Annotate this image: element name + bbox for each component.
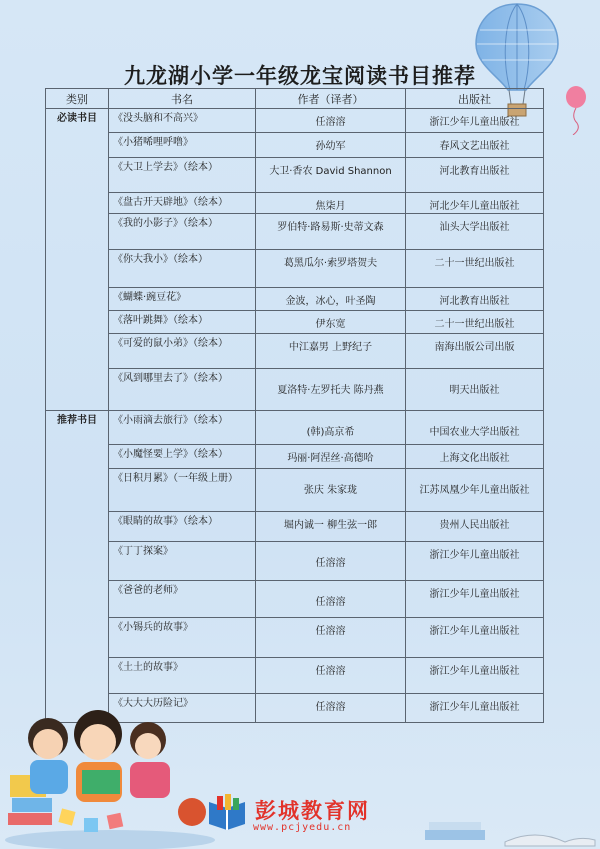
book-author: 任溶溶 xyxy=(256,581,406,618)
book-author: 任溶溶 xyxy=(256,658,406,694)
book-publisher: 浙江少年儿童出版社 xyxy=(406,542,544,581)
book-author: 张庆 朱家珑 xyxy=(256,469,406,512)
book-logo-icon xyxy=(205,794,249,834)
book-publisher: 贵州人民出版社 xyxy=(406,512,544,542)
book-author: 任溶溶 xyxy=(256,694,406,723)
table-row xyxy=(46,411,544,445)
category-recommended: 推荐书目 xyxy=(46,411,109,723)
header-publisher: 出版社 xyxy=(406,89,544,109)
book-title: 《落叶跳舞》（绘本） xyxy=(109,311,256,334)
table-row xyxy=(46,288,544,311)
book-publisher: 河北教育出版社 xyxy=(406,288,544,311)
book-title: 《风到哪里去了》（绘本） xyxy=(109,369,256,411)
book-publisher: 浙江少年儿童出版社 xyxy=(406,109,544,133)
table-row xyxy=(46,133,544,158)
book-author: 任溶溶 xyxy=(256,542,406,581)
table-row xyxy=(46,512,544,542)
book-title: 《小雨滴去旅行》（绘本） xyxy=(109,411,256,445)
book-author: 金波，冰心，叶圣陶 xyxy=(256,288,406,311)
book-publisher: 中国农业大学出版社 xyxy=(406,411,544,445)
book-title: 《大大大历险记》 xyxy=(109,694,256,723)
book-title: 《蝴蝶·豌豆花》 xyxy=(109,288,256,311)
header-book: 书名 xyxy=(109,89,256,109)
book-title: 《大卫上学去》（绘本） xyxy=(109,158,256,193)
book-publisher: 浙江少年儿童出版社 xyxy=(406,581,544,618)
category-required: 必读书目 xyxy=(46,109,109,411)
book-title: 《可爱的鼠小弟》（绘本） xyxy=(109,334,256,369)
book-title: 《爸爸的老师》 xyxy=(109,581,256,618)
table-row xyxy=(46,311,544,334)
table-row xyxy=(46,542,544,581)
table-row xyxy=(46,334,544,369)
book-publisher: 河北教育出版社 xyxy=(406,158,544,193)
table-header-row xyxy=(46,89,544,109)
header-category: 类别 xyxy=(46,89,109,109)
book-publisher: 明天出版社 xyxy=(406,369,544,411)
book-title: 《小魔怪要上学》（绘本） xyxy=(109,445,256,469)
book-publisher: 浙江少年儿童出版社 xyxy=(406,658,544,694)
book-title: 《丁丁探案》 xyxy=(109,542,256,581)
book-publisher: 二十一世纪出版社 xyxy=(406,311,544,334)
book-author: 焦柒月 xyxy=(256,193,406,214)
header-author: 作者（译者） xyxy=(256,89,406,109)
book-publisher: 春风文艺出版社 xyxy=(406,133,544,158)
book-author: 堀内诚一 柳生弦一郎 xyxy=(256,512,406,542)
book-author: (韩)高京希 xyxy=(256,411,406,445)
book-author: 任溶溶 xyxy=(256,618,406,658)
table-row xyxy=(46,158,544,193)
book-author: 罗伯特·路易斯·史蒂文森 xyxy=(256,214,406,250)
book-author: 孙幼军 xyxy=(256,133,406,158)
book-author: 伊东宽 xyxy=(256,311,406,334)
book-title: 《我的小影子》（绘本） xyxy=(109,214,256,250)
book-title: 《你大我小》（绘本） xyxy=(109,250,256,288)
table-row xyxy=(46,214,544,250)
book-publisher: 江苏凤凰少年儿童出版社 xyxy=(406,469,544,512)
book-title: 《小猪唏哩呼噜》 xyxy=(109,133,256,158)
table-row xyxy=(46,469,544,512)
table-row xyxy=(46,369,544,411)
book-publisher: 上海文化出版社 xyxy=(406,445,544,469)
book-author: 玛丽·阿涅丝·高德哈 xyxy=(256,445,406,469)
book-author: 葛黑瓜尔·索罗塔贺夫 xyxy=(256,250,406,288)
book-title: 《没头脑和不高兴》 xyxy=(109,109,256,133)
table-row xyxy=(46,658,544,694)
table-row xyxy=(46,581,544,618)
table-row xyxy=(46,250,544,288)
book-publisher: 浙江少年儿童出版社 xyxy=(406,694,544,723)
book-publisher: 二十一世纪出版社 xyxy=(406,250,544,288)
book-author: 中江嘉男 上野纪子 xyxy=(256,334,406,369)
book-publisher: 浙江少年儿童出版社 xyxy=(406,618,544,658)
page-title: 九龙湖小学一年级龙宝阅读书目推荐 xyxy=(124,64,476,88)
book-title: 《眼睛的故事》（绘本） xyxy=(109,512,256,542)
book-title: 《小锡兵的故事》 xyxy=(109,618,256,658)
logo-name: 彭城教育网 xyxy=(255,799,370,823)
children-reading-illustration-icon xyxy=(0,700,230,849)
table-row xyxy=(46,109,544,133)
book-author: 大卫·香农 David Shannon xyxy=(256,158,406,193)
book-list-table xyxy=(45,88,544,723)
table-row xyxy=(46,193,544,214)
book-title: 《土土的故事》 xyxy=(109,658,256,694)
pink-balloon-icon xyxy=(563,85,589,135)
logo-url: www.pcjyedu.cn xyxy=(253,822,352,833)
book-author: 任溶溶 xyxy=(256,109,406,133)
table-row xyxy=(46,618,544,658)
books-decoration-icon xyxy=(415,800,600,849)
book-title: 《日积月累》（一年级上册） xyxy=(109,469,256,512)
table-row xyxy=(46,445,544,469)
book-title: 《盘古开天辟地》（绘本） xyxy=(109,193,256,214)
book-publisher: 南海出版公司出版 xyxy=(406,334,544,369)
book-publisher: 汕头大学出版社 xyxy=(406,214,544,250)
site-logo xyxy=(205,790,435,840)
book-publisher: 河北少年儿童出版社 xyxy=(406,193,544,214)
book-author: 夏洛特·左罗托夫 陈丹燕 xyxy=(256,369,406,411)
